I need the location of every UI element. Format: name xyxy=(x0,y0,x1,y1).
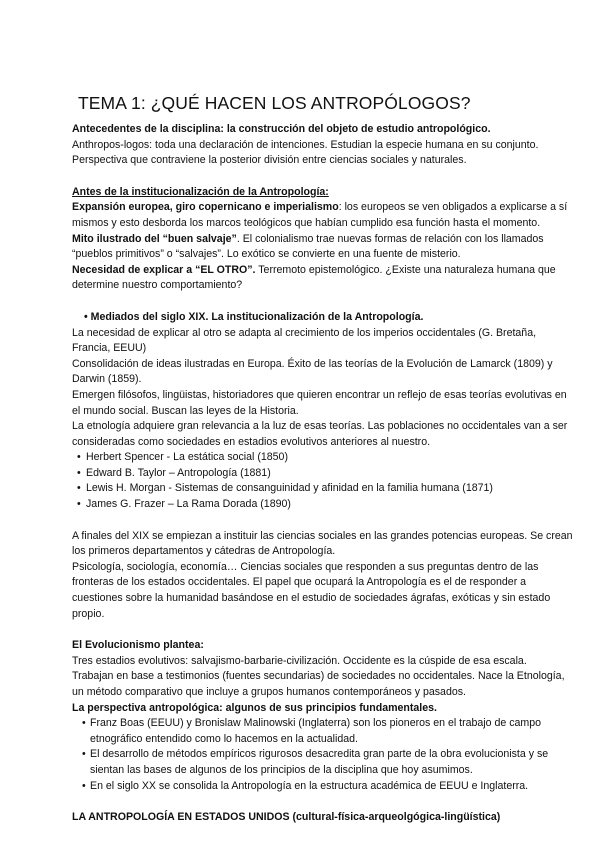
author-item: • Edward B. Taylor – Antropología (1881) xyxy=(72,466,574,482)
mediados-paragraph-4: La etnología adquiere gran relevancia a la luz de esas teorías. Las poblaciones no occidentales van a ser consideradas como sociedades en estadios evolutivos anteriores al nuestro. xyxy=(72,420,568,448)
author-item: • James G. Frazer – La Rama Dorada (1890) xyxy=(72,497,574,513)
eeuu-heading: LA ANTROPOLOGÍA EN ESTADOS UNIDOS (cultural-física-arqueolgógica-lingüística) xyxy=(72,811,501,824)
intro-line-2: Perspectiva que contraviene la posterior división entre ciencias sociales y naturales. xyxy=(72,154,467,167)
mediados-paragraph-2: Consolidación de ideas ilustradas en Europa. Éxito de las teorías de la Evolución de Lamarck (1809) y Darwin (1859). xyxy=(72,357,553,386)
perspectiva-item: • El desarrollo de métodos empíricos rigurosos desacredita gran parte de la obra evolucionista y se sientan las bases de algunos de los principios de la disciplina que hoy asumimos. xyxy=(72,747,574,778)
perspectiva-item: • En el siglo XX se consolida la Antropología en la estructura académica de EEUU e Inglaterra. xyxy=(72,779,574,795)
finales-paragraph-1: A finales del XIX se empiezan a instituir las ciencias sociales en las grandes potencias europeas. Se crean los primeros departamentos y cátedras de Antropología. xyxy=(72,529,573,558)
antes-paragraph-2: Mito ilustrado del “buen salvaje”. El colonialismo trae nuevas formas de relación con los llamados “pueblos primitivos” o “salvajes”. Lo exótico se convierte en una fuente de misterio. xyxy=(72,232,544,261)
page-title: TEMA 1: ¿QUÉ HACEN LOS ANTROPÓLOGOS? xyxy=(78,93,471,113)
perspectiva-list xyxy=(72,716,574,794)
mediados-paragraph-1: La necesidad de explicar al otro se adapta al crecimiento de los imperios occidentales (G. Bretaña, Francia, EEUU) xyxy=(72,326,537,355)
evolucionismo-heading: El Evolucionismo plantea: xyxy=(72,639,204,652)
perspectiva-heading: La perspectiva antropológica: algunos de sus principios fundamentales. xyxy=(72,701,437,714)
perspectiva-item: • Franz Boas (EEUU) y Bronislaw Malinowski (Inglaterra) son los pioneros en el trabajo de campo etnográfico entendido como lo hacemos en la actualidad. xyxy=(72,716,574,747)
mediados-heading: • Mediados del siglo XIX. La institucionalización de la Antropología. xyxy=(84,310,424,323)
antes-paragraph-3: Necesidad de explicar a “EL OTRO”. Terremoto epistemológico. ¿Existe una naturaleza humana que determine nuestro comportamiento? xyxy=(72,263,556,292)
author-item: • Lewis H. Morgan - Sistemas de consanguinidad y afinidad en la familia humana (1871) xyxy=(72,481,574,497)
finales-paragraph-2: Psicología, sociología, economía… Ciencias sociales que responden a sus preguntas dentro de las fronteras de los estados occidentales. El papel que ocupará la Antropología es el de responder a cuestiones sobre la humanidad basándose en el estudio de sociedades ágrafas, exóticas y sin estado propio. xyxy=(72,560,551,620)
antes-heading: Antes de la institucionalización de la Antropología: xyxy=(72,185,329,198)
author-item: • Herbert Spencer - La estática social (1850) xyxy=(72,450,574,466)
authors-list xyxy=(72,450,574,512)
antes-paragraph-1: Expansión europea, giro copernicano e imperialismo: los europeos se ven obligados a explicarse a sí mismos y esto desborda los marcos teológicos que habían cumplido esa función hasta el momento. xyxy=(72,201,568,229)
mediados-paragraph-3: Emergen filósofos, lingüistas, historiadores que quieren encontrar un reflejo de esas teorías evolutivas en el mundo social. Buscan las leyes de la Historia. xyxy=(72,388,567,417)
evolucionismo-paragraph-1: Tres estadios evolutivos: salvajismo-barbarie-civilización. Occidente es la cúspide de esa escala. xyxy=(72,654,527,667)
intro-heading: Antecedentes de la disciplina: la construcción del objeto de estudio antropológico. xyxy=(72,123,491,135)
intro-line-1: Anthropos-logos: toda una declaración de intenciones. Estudian la especie humana en su conjunto. xyxy=(72,138,539,151)
evolucionismo-paragraph-2: Trabajan en base a testimonios (fuentes secundarias) de sociedades no occidentales. Nace la Etnología, un método comparativo que incluye a grupos humanos contemporáneos y pasados. xyxy=(72,670,565,698)
